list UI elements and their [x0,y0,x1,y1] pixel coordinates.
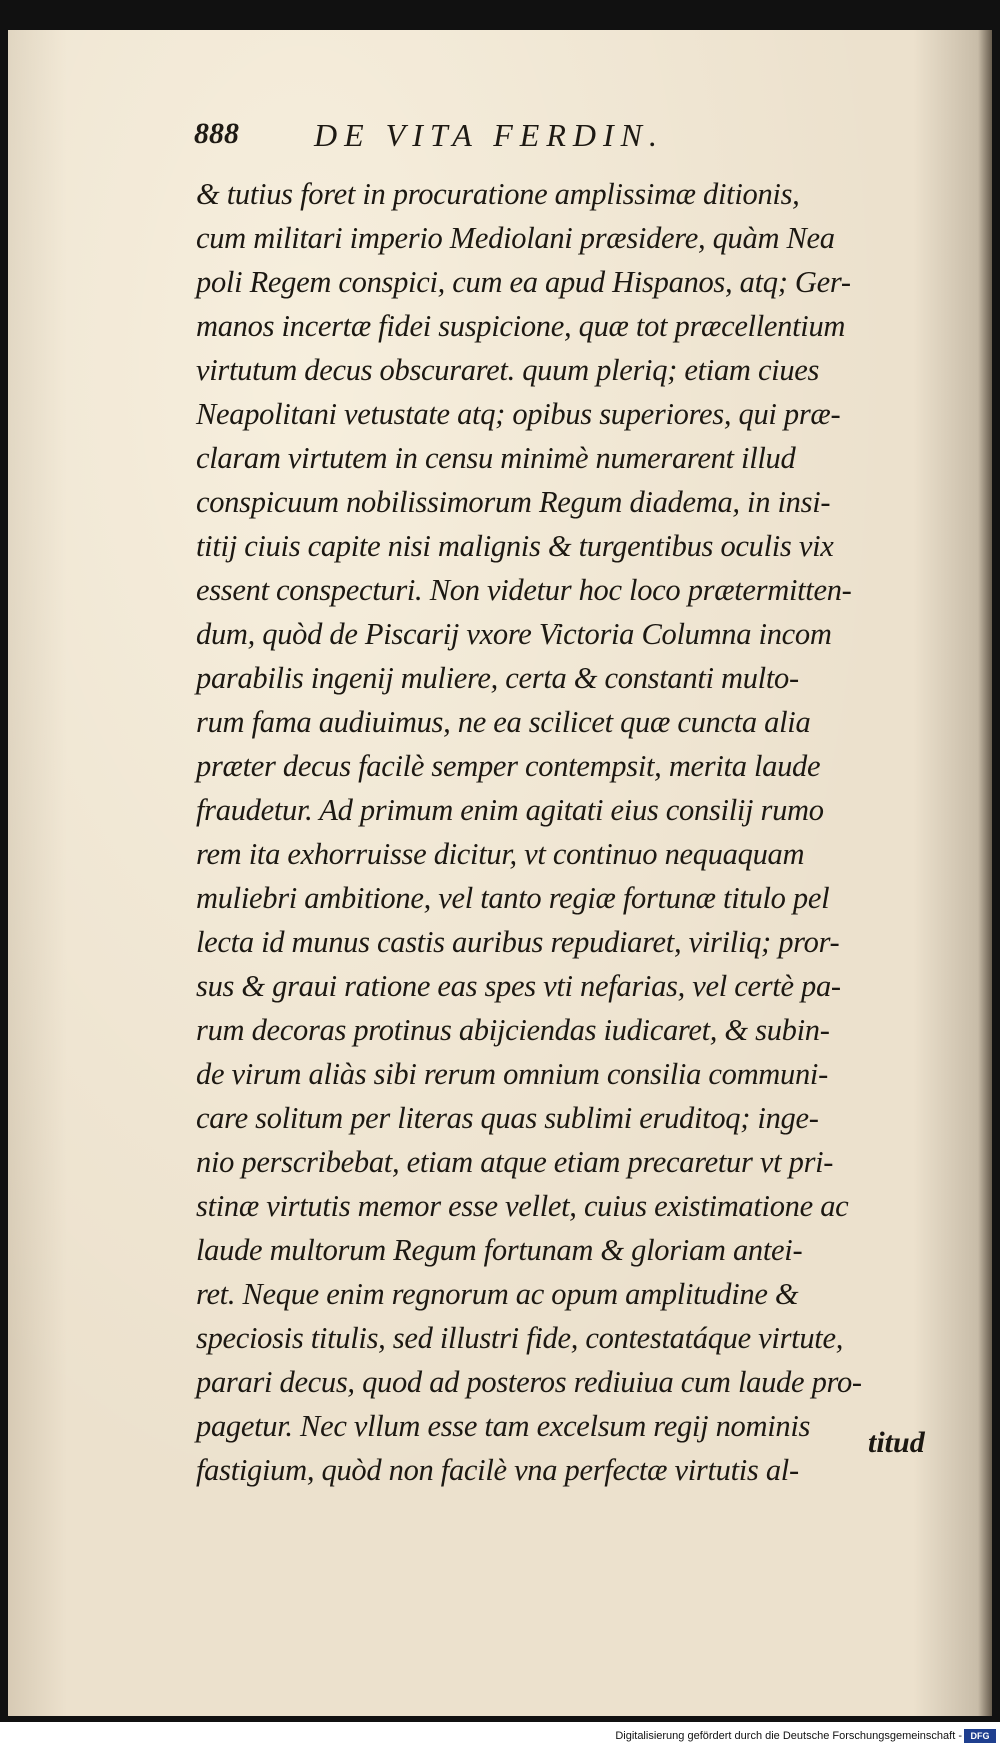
text-line: essent conspecturi. Non videtur hoc loco prætermitten- [196,573,852,607]
text-line: conspicuum nobilissimorum Regum diadema, in insi- [196,485,831,519]
text-line: sus & graui ratione eas spes vti nefarias, vel certè pa- [196,969,841,1003]
text-line: parabilis ingenij muliere, certa & constanti multo- [196,661,799,695]
text-line: parari decus, quod ad posteros rediuiua cum laude pro- [196,1365,862,1399]
text-line: laude multorum Regum fortunam & gloriam antei- [196,1233,803,1267]
text-line: fraudetur. Ad primum enim agitati eius consilij rumo [196,793,824,827]
text-line: rum decoras protinus abijciendas iudicaret, & subin- [196,1013,830,1047]
text-line: speciosis titulis, sed illustri fide, contestatáque virtute, [196,1321,844,1355]
text-line: rem ita exhorruisse dicitur, vt continuo nequaquam [196,837,805,871]
text-line: & tutius foret in procuratione amplissimæ ditionis, [196,177,800,211]
text-line: cum militari imperio Mediolani præsidere, quàm Nea [196,221,835,255]
text-line: lecta id munus castis auribus repudiaret, viriliq; pror- [196,925,840,959]
text-line: rum fama audiuimus, ne ea scilicet quæ cuncta alia [196,705,811,739]
running-title: DE VITA FERDIN. [314,117,664,153]
running-head [194,117,924,161]
text-line: virtutum decus obscuraret. quum pleriq; etiam ciues [196,353,820,387]
text-line: manos incertæ fidei suspicione, quæ tot præcellentium [196,309,846,343]
text-line: de virum aliàs sibi rerum omnium consilia communi- [196,1057,828,1091]
footer-bar [0,1722,1000,1751]
catchword: titud [868,1426,925,1459]
text-line: Neapolitani vetustate atq; opibus superiores, qui præ- [196,397,841,431]
page-number: 888 [194,117,239,150]
text-line: care solitum per literas quas sublimi eruditoq; inge- [196,1101,819,1135]
text-line: dum, quòd de Piscarij vxore Victoria Columna incom [196,617,832,651]
page-gutter-shadow [978,30,992,1716]
text-line: nio perscribebat, etiam atque etiam precaretur vt pri- [196,1145,834,1179]
text-line: poli Regem conspici, cum ea apud Hispanos, atq; Ger- [196,265,851,299]
text-line: pagetur. Nec vllum esse tam excelsum regij nominis [196,1409,811,1443]
text-line: claram virtutem in censu minimè numerarent illud [196,441,796,475]
text-line: muliebri ambitione, vel tanto regiæ fortunæ titulo pel [196,881,830,915]
body-text [196,172,936,1492]
text-line: stinæ virtutis memor esse vellet, cuius existimatione ac [196,1189,849,1223]
digitization-credit: Digitalisierung gefördert durch die Deutsche Forschungsgemeinschaft - [615,1730,962,1742]
text-line: ret. Neque enim regnorum ac opum amplitudine & [196,1277,799,1311]
text-line: præter decus facilè semper contempsit, merita laude [196,749,821,783]
text-line: titij ciuis capite nisi malignis & turgentibus oculis vix [196,529,834,563]
text-line: fastigium, quòd non facilè vna perfectæ virtutis al- [196,1453,799,1487]
dfg-logo: DFG [964,1729,996,1743]
